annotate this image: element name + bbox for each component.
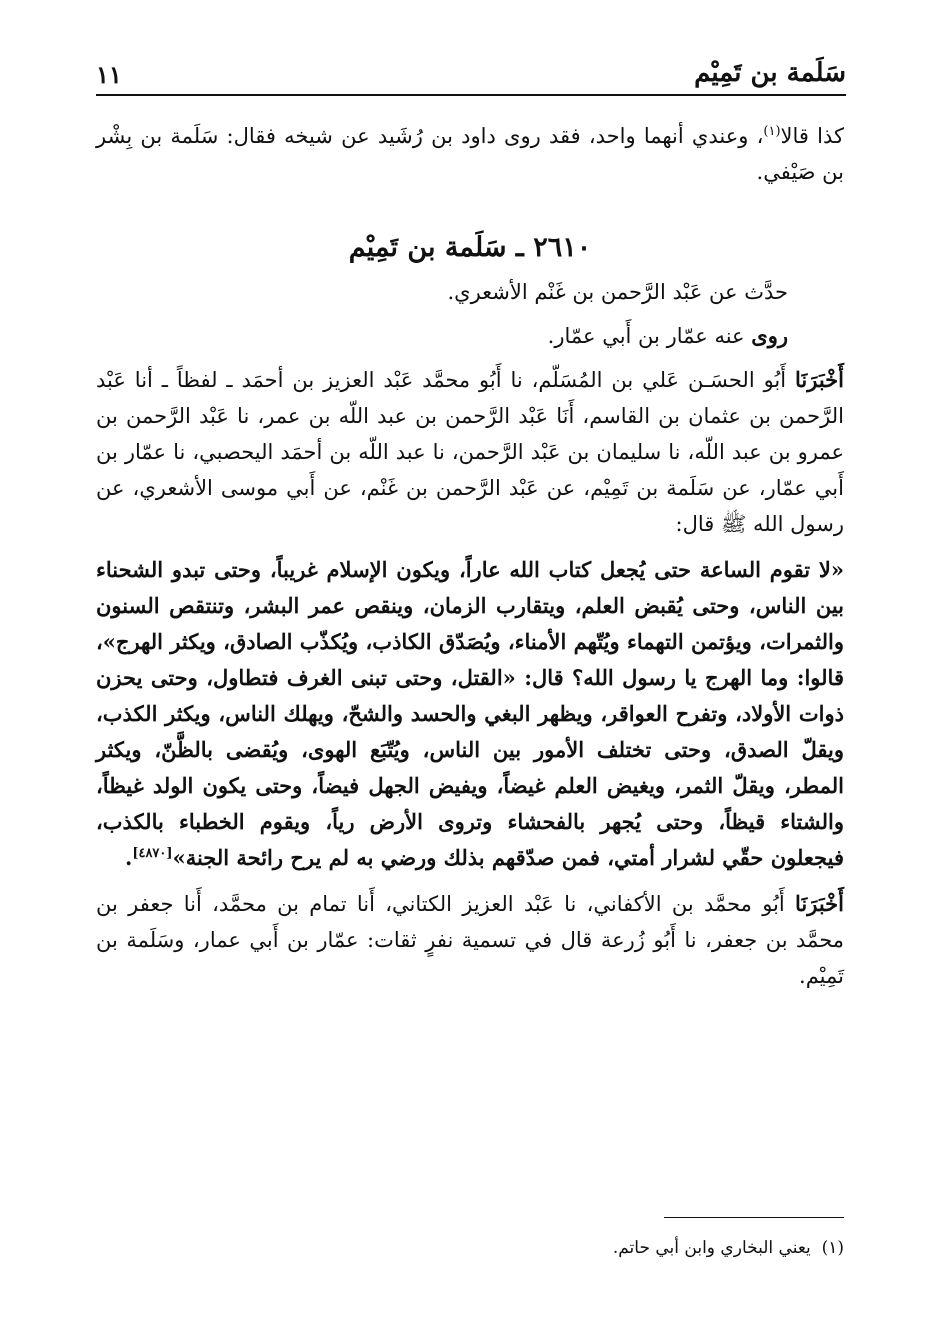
footnote-number: (١) <box>821 1238 844 1258</box>
intro-text: كذا قالا <box>780 124 844 148</box>
footnote-item <box>96 1234 844 1262</box>
running-title: سَلَمة بن تَمِيْم <box>694 58 846 88</box>
intro-paragraph <box>96 118 844 190</box>
footnote-text: يعني البخاري وابن أبي حاتم. <box>612 1238 811 1258</box>
entry-title: ٢٦١٠ ـ سَلَمة بن تَمِيْم <box>348 232 592 263</box>
isnad-paragraph-2 <box>96 886 844 994</box>
intro-rest: ، وعندي أنهما واحد، فقد روى داود بن رُشَيد عن شيخه فقال: سَلَمة بن بِشْر بن صَيْفي. <box>96 124 844 184</box>
entry-line-2 <box>96 318 844 354</box>
entry-line-2-rest: عنه عمّار بن أَبي عمّار. <box>547 324 752 348</box>
footnotes <box>96 1234 844 1262</box>
entry-line-1: حدَّث عن عَبْد الرَّحمن بن غَنْم الأشعري. <box>447 280 788 304</box>
isnad-lead-2: أَخْبَرَنَا <box>795 891 844 916</box>
main-text <box>96 118 844 994</box>
hadith-paragraph <box>96 552 844 876</box>
isnad-paragraph-1 <box>96 362 844 542</box>
isnad-lead-1: أَخْبَرَنَا <box>795 367 844 392</box>
entry-line-2-label: روى <box>751 323 788 348</box>
footnote-ref[interactable]: (١) <box>763 124 781 139</box>
hadith-text: «لا تقوم الساعة حتى يُجعل كتاب الله عاراً، ويكون الإسلام غريباً، وحتى تبدو الشحناء بين الناس، وحتى يُقبض العلم، ويتقارب الزمان، وينقص عمر البشر، وتنتقص السنون والثمرات، ويؤتمن التهماء ويُتّهم الأمناء، ويُصَدّق الكاذب، ويُكذّب الصادق، ويكثر الهرج»، قالوا: وما الهرج يا رسول الله؟ قال: «القتل، وحتى تبنى الغرف فتطاول، وحتى يحزن ذوات الأولاد، وتفرح العواقر، ويظهر البغي والحسد والشحّ، ويهلك الناس، ويكثر الكذب، ويقلّ الصدق، وحتى تختلف الأمور بين الناس، ويُتّبَع الهوى، ويُقضى بالظَّنّ، ويكثر المطر، ويقلّ الثمر، ويغيض العلم غيضاً، ويفيض الجهل فيضاً، وحتى يكون الولد غيظاً، والشتاء قيظاً، وحتى يُجهر بالفحشاء وتروى الأرض رياً، ويقوم الخطباء بالكذب، فيجعلون حقّي لشرار أمتي، فمن صدّقهم بذلك ورضي به لم يرح رائحة الجنة» <box>96 557 844 870</box>
isnad-text-2: أَبُو محمَّد بن الأكفاني، نا عَبْد العزيز الكتاني، أَنا تمام بن محمَّد، أَنا جعفر بن محمَّد بن جعفر، نا أَبُو زُرعة قال في تسمية نفرٍ ثقات: عمّار بن أَبي عمار، وسَلَمة بن تَمِيْم. <box>96 892 844 988</box>
isnad-text-1: أَبُو الحسَـن عَلي بن المُسَلّم، نا أَبُو محمَّد عَبْد العزيز بن أحمَد ـ لفظاً ـ أنا عَبْد الرَّحمن بن عثمان بن القاسم، أَنَا عَبْد الرَّحمن بن عبد اللّه بن عمر، نا عَبْد الرَّحمن بن عمرو بن عبد اللّه، نا سليمان بن عَبْد الرَّحمن، نا عبد اللّه بن أحمَد اليحصبي، نا عمّار بن أَبي عمّار، عن سَلَمة بن تَمِيْم، عن عَبْد الرَّحمن بن غَنْم، عن أَبي موسى الأشعري، عن رسول الله ﷺ قال: <box>96 368 844 536</box>
hadith-number: [٤٨٧٠] <box>132 846 173 861</box>
hadith-end: . <box>125 845 133 870</box>
footnote-divider <box>664 1217 844 1218</box>
page-header <box>96 48 846 96</box>
page-number: ١١ <box>96 60 122 89</box>
